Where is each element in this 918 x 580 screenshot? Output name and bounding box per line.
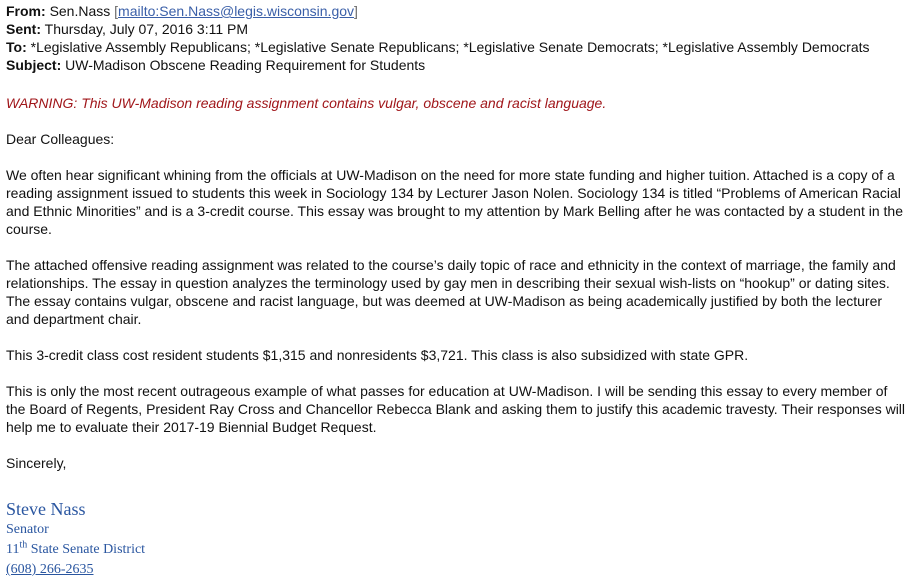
greeting: Dear Colleagues: xyxy=(6,131,115,147)
from-label: From: xyxy=(6,3,46,19)
body-paragraph-4: This is only the most recent outrageous example of what passes for education at UW-Madison. I will be sending this essay to every member of the Board of Regents, President Ray Cross and Chancellor Rebecca Blank and asking them to justify this academic travesty. Their responses will help me to evaluate their 2017-19 Biennial Budget Request. xyxy=(6,383,906,435)
body-paragraph-2: The attached offensive reading assignment was related to the course’s daily topic of race and ethnicity in the context of marriage, the family and relationships. The essay in question analyzes the terminology used by gay men in describing their sexual wish-lists on “hookup” or dating sites. The essay contains vulgar, obscene and racist language, but was deemed at UW-Madison as being academically justified by both the lecturer and department chair. xyxy=(6,257,896,327)
signature-name: Steve Nass xyxy=(6,499,86,519)
body-paragraph-3: This 3-credit class cost resident students $1,315 and nonresidents $3,721. This class is also subsidized with state GPR. xyxy=(6,347,749,363)
sender-email-link[interactable]: mailto:Sen.Nass@legis.wisconsin.gov xyxy=(118,3,355,19)
mailto-open-bracket: [ xyxy=(114,3,119,19)
body-paragraph-1: We often hear significant whining from the officials at UW-Madison on the need for more state funding and higher tuition. Attached is a copy of a reading assignment issued to students this week in Sociology 134 by Lecturer Jason Nolen. Sociology 134 is titled “Problems of American Racial and Ethnic Minorities” and is a 3-credit course. This essay was brought to my attention by Mark Belling after he was contacted by a student in the course. xyxy=(6,167,903,237)
subject-line xyxy=(6,56,906,74)
district-suffix: th xyxy=(19,539,28,551)
signature-block xyxy=(6,498,906,580)
sent-line xyxy=(6,20,906,38)
signature-title: Senator xyxy=(6,522,49,537)
mailto-close-bracket: ] xyxy=(354,3,358,19)
to-line xyxy=(6,38,906,56)
district-text: State Senate District xyxy=(27,542,146,557)
recipients: *Legislative Assembly Republicans; *Legislative Senate Republicans; *Legislative Senate Democrats; *Legislative Assembly Democrats xyxy=(30,39,870,55)
to-label: To: xyxy=(6,39,27,55)
closing: Sincerely, xyxy=(6,455,67,471)
sender-mailto xyxy=(114,3,358,19)
district-number: 11 xyxy=(6,542,20,557)
sent-date: Thursday, July 07, 2016 3:11 PM xyxy=(44,21,249,37)
from-line xyxy=(6,2,906,20)
signature-phone-link[interactable]: (608) 266-2635 xyxy=(6,562,94,577)
signature-district xyxy=(6,540,906,560)
email-message xyxy=(6,2,906,580)
sent-label: Sent: xyxy=(6,21,41,37)
warning-text: WARNING: This UW-Madison reading assignment contains vulgar, obscene and racist language. xyxy=(6,95,607,111)
sender-name: Sen.Nass xyxy=(49,3,111,19)
subject-text: UW-Madison Obscene Reading Requirement for Students xyxy=(65,57,426,73)
subject-label: Subject: xyxy=(6,57,62,73)
